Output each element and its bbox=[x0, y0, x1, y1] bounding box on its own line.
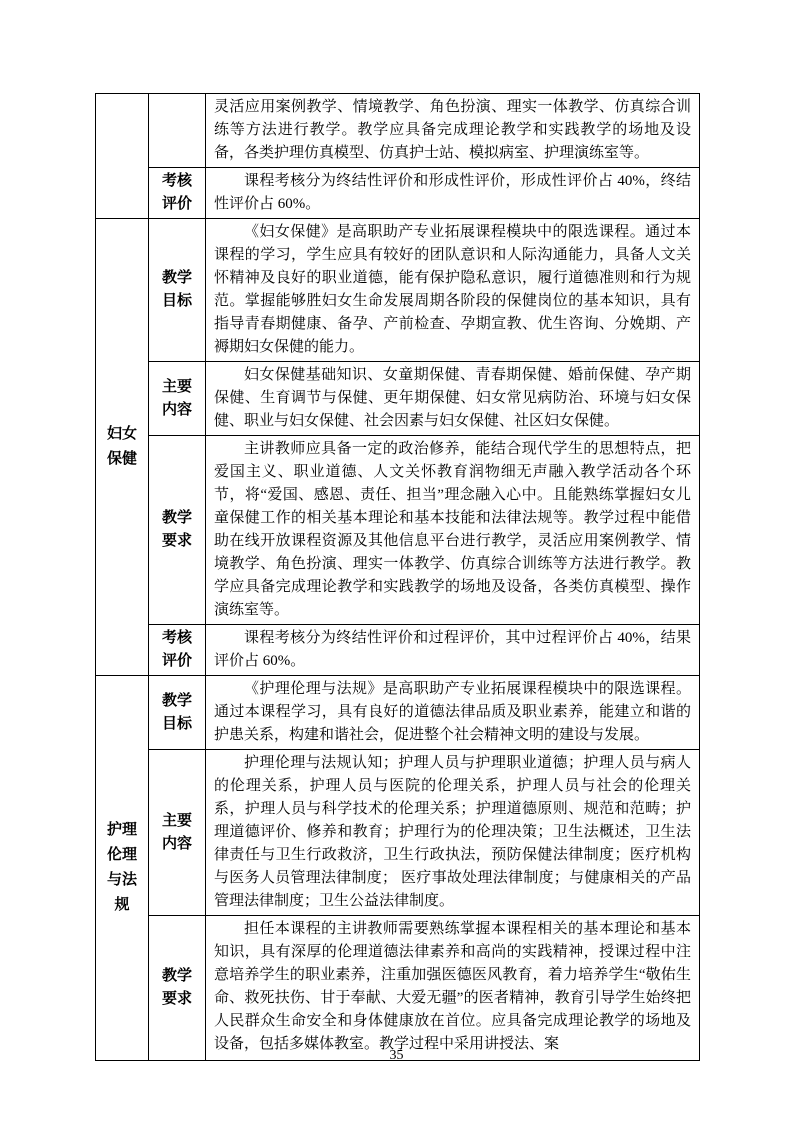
cell-text: 担任本课程的主讲教师需要熟练掌握本课程相关的基本理论和基本知识，具有深厚的伦理道德法律素养和高尚的实践精神，授课过程中注意培养学生的职业素养，注重加强医德医风教育，着力培养学生“敬佑生命、救死扶伤、甘于奉献、大爱无疆”的医者精神，教育引导学生始终把人民群众生命安全和身体健康放在首位。应具备完成理论教学的场地及设备，包括多媒体教室。教学过程中采用讲授法、案 bbox=[214, 921, 691, 1052]
row-label: 考核评价 bbox=[162, 173, 193, 212]
page-number: 35 bbox=[389, 1048, 404, 1063]
cell-text: 课程考核分为终结性评价和过程评价，其中过程评价占 40%，结果评价占 60%。 bbox=[214, 630, 691, 669]
row-label-cell-empty bbox=[149, 94, 206, 167]
cell-content bbox=[206, 168, 699, 218]
category-label: 护理伦理与法规 bbox=[107, 822, 138, 913]
table-row bbox=[149, 915, 699, 1060]
row-label-cell bbox=[149, 219, 206, 361]
cell-content bbox=[206, 625, 699, 675]
section-rows bbox=[149, 676, 699, 1060]
cell-text: 课程考核分为终结性评价和形成性评价，形成性评价占 40%，终结性评价占 60%。 bbox=[214, 173, 691, 212]
category-cell bbox=[96, 676, 149, 1060]
section-rows bbox=[149, 219, 699, 675]
cell-content bbox=[206, 219, 699, 361]
table-section-continued bbox=[96, 94, 699, 218]
cell-content bbox=[206, 750, 699, 915]
cell-text: 灵活应用案例教学、情境教学、角色扮演、理实一体教学、仿真综合训练等方法进行教学。教学应具备完成理论教学和实践教学的场地及设备，各类护理仿真模型、仿真护士站、模拟病室、护理演练室等。 bbox=[214, 99, 691, 161]
category-cell bbox=[96, 219, 149, 675]
row-label: 主要内容 bbox=[162, 812, 193, 852]
row-label-cell bbox=[149, 916, 206, 1060]
row-label: 教学要求 bbox=[162, 968, 193, 1007]
table-row bbox=[149, 361, 699, 435]
row-label-cell bbox=[149, 362, 206, 435]
section-rows bbox=[149, 94, 699, 218]
row-label-cell bbox=[149, 625, 206, 675]
row-label: 考核评价 bbox=[162, 630, 193, 669]
table-row bbox=[149, 749, 699, 915]
cell-content bbox=[206, 362, 699, 435]
cell-text: 妇女保健基础知识、女童期保健、青春期保健、婚前保健、孕产期保健、生育调节与保健、更年期保健、妇女常见病防治、环境与妇女保健、职业与妇女保健、社会因素与妇女保健、社区妇女保健。 bbox=[214, 367, 691, 429]
table-section-nursing-ethics bbox=[96, 675, 699, 1060]
table-row bbox=[149, 219, 699, 361]
row-label: 教学要求 bbox=[162, 510, 193, 549]
row-label-cell bbox=[149, 676, 206, 749]
row-label-cell bbox=[149, 168, 206, 218]
cell-text: 《护理伦理与法规》是高职助产专业拓展课程模块中的限选课程。通过本课程学习，具有良好的道德法律品质及职业素养，能建立和谐的护患关系，构建和谐社会，促进整个社会精神文明的建设与发展。 bbox=[214, 681, 691, 743]
row-label: 主要内容 bbox=[162, 378, 193, 418]
row-label-cell bbox=[149, 436, 206, 624]
table-row bbox=[149, 624, 699, 675]
row-label: 教学目标 bbox=[162, 270, 193, 309]
cell-content bbox=[206, 676, 699, 749]
cell-content bbox=[206, 94, 699, 167]
row-label: 教学目标 bbox=[162, 692, 193, 732]
table-row bbox=[149, 167, 699, 218]
course-module-table bbox=[95, 93, 700, 1061]
table-row bbox=[149, 94, 699, 167]
category-label: 妇女保健 bbox=[107, 426, 138, 467]
cell-text: 主讲教师应具备一定的政治修养，能结合现代学生的思想特点，把爱国主义、职业道德、人文关怀教育润物细无声融入教学活动各个环节，将“爱国、感恩、责任、担当”理念融入心中。且能熟练掌握妇女儿童保健工作的相关基本理论和基本技能和法律法规等。教学过程中能借助在线开放课程资源及其他信息平台进行教学，灵活应用案例教学、情境教学、角色扮演、理实一体教学、仿真综合训练等方法进行教学。教学应具备完成理论教学和实践教学的场地及设备，各类仿真模型、操作演练室等。 bbox=[214, 441, 691, 618]
category-cell-empty bbox=[96, 94, 149, 218]
table-row bbox=[149, 676, 699, 749]
cell-content bbox=[206, 916, 699, 1060]
table-row bbox=[149, 435, 699, 624]
cell-text: 《妇女保健》是高职助产专业拓展课程模块中的限选课程。通过本课程的学习，学生应具有较好的团队意识和人际沟通能力，具备人文关怀精神及良好的职业道德，能有保护隐私意识，履行道德准则和行为规范。掌握能够胜妇女生命发展周期各阶段的保健岗位的基本知识，具有指导青春期健康、备孕、产前检查、孕期宣教、优生咨询、分娩期、产褥期妇女保健的能力。 bbox=[214, 224, 691, 355]
table-section-women-health bbox=[96, 218, 699, 675]
row-label-cell bbox=[149, 750, 206, 915]
cell-content bbox=[206, 436, 699, 624]
cell-text: 护理伦理与法规认知；护理人员与护理职业道德；护理人员与病人的伦理关系，护理人员与医院的伦理关系，护理人员与社会的伦理关系，护理人员与科学技术的伦理关系；护理道德原则、规范和范畴；护理道德评价、修养和教育；护理行为的伦理决策；卫生法概述，卫生法律责任与卫生行政救济，卫生行政执法，预防保健法律制度；医疗机构与医务人员管理法律制度； 医疗事故处理法律制度；与健康相关的产品管理法律制度；卫生公益法律制度。 bbox=[214, 755, 691, 909]
